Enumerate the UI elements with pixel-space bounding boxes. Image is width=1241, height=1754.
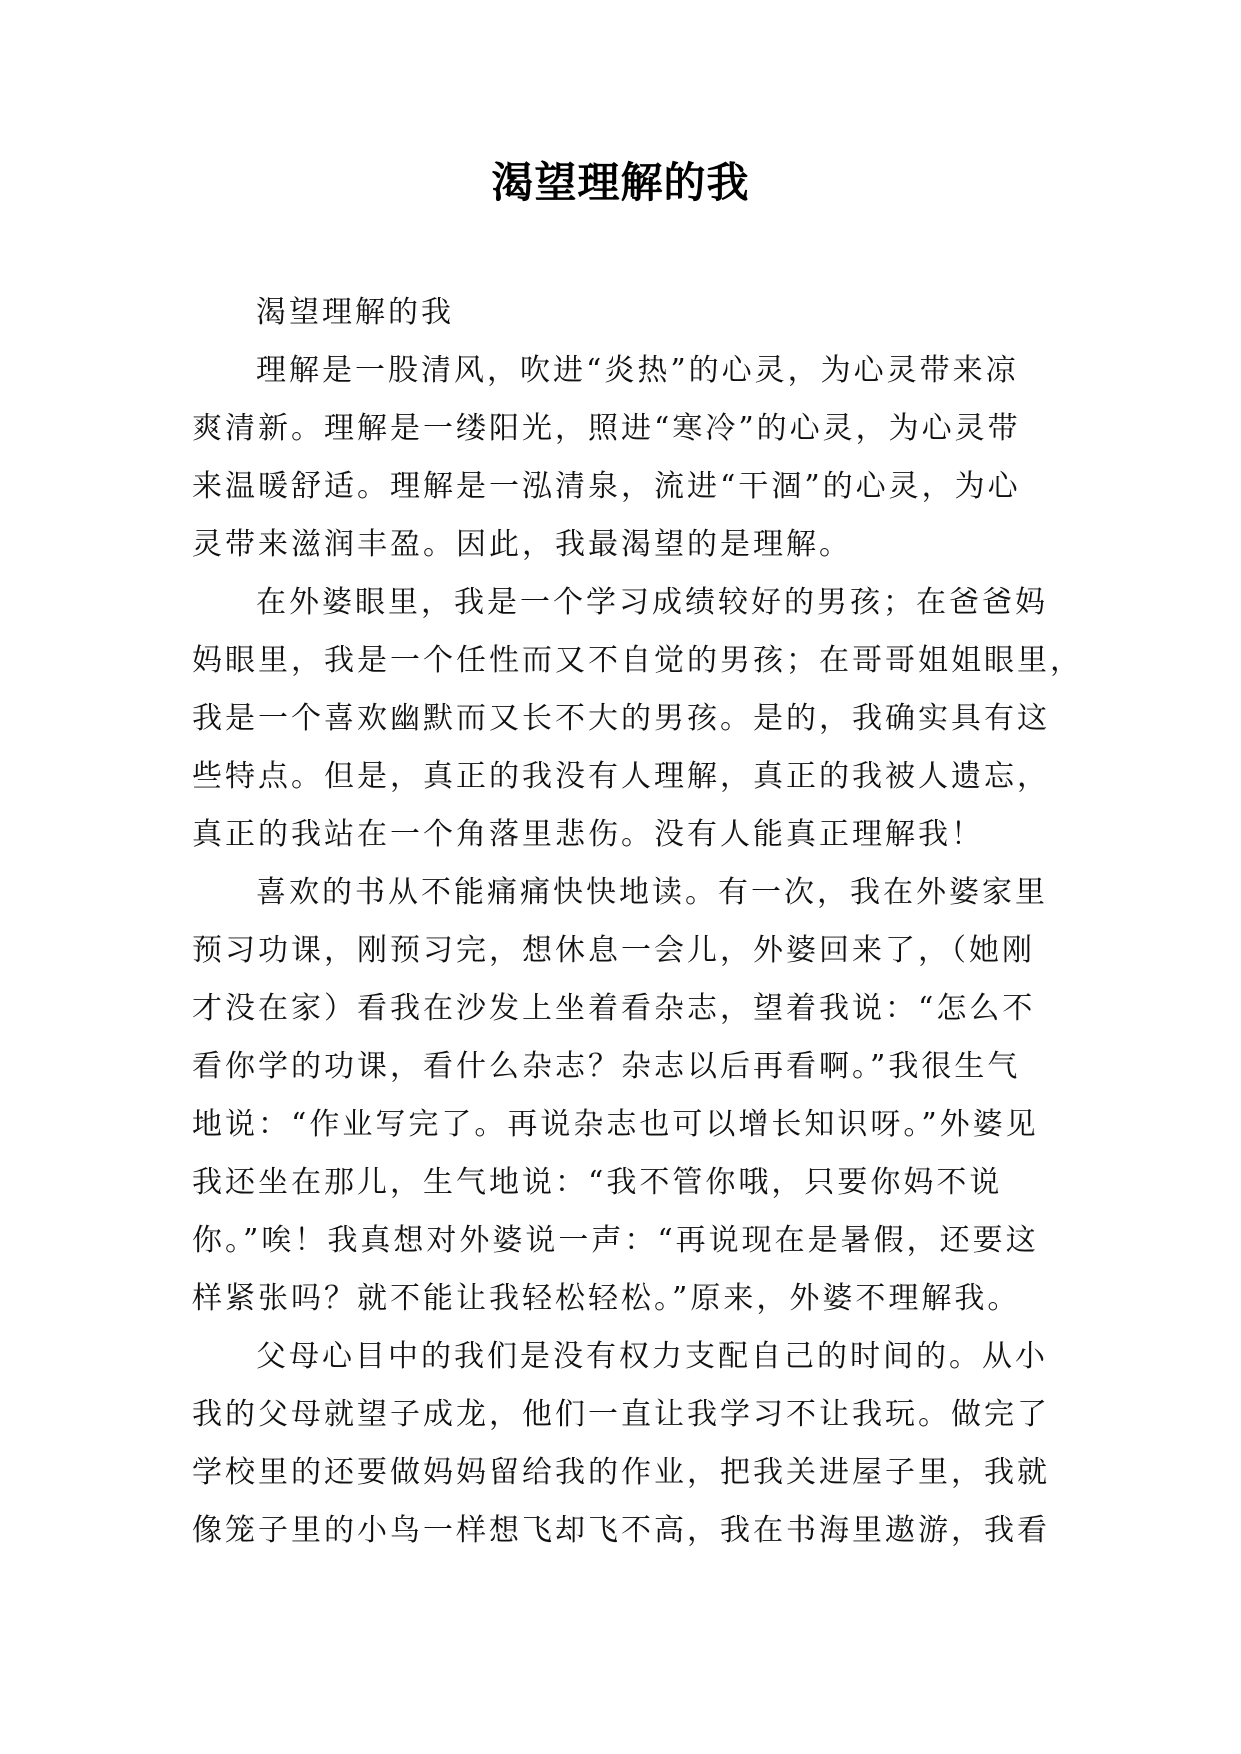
paragraph-2-line: 妈眼里，我是一个任性而又不自觉的男孩；在哥哥姐姐眼里， — [192, 643, 1083, 678]
paragraph-2-line: 在外婆眼里，我是一个学习成绩较好的男孩；在爸爸妈 — [256, 585, 1048, 620]
document-title: 渴望理解的我 — [491, 158, 750, 207]
paragraph-3-line: 样紧张吗？就不能让我轻松轻松。”原来，外婆不理解我。 — [192, 1281, 1021, 1316]
paragraph-3-line: 你。”唉！我真想对外婆说一声：“再说现在是暑假，还要这 — [192, 1223, 1039, 1258]
paragraph-4-line: 我的父母就望子成龙，他们一直让我学习不让我玩。做完了 — [192, 1397, 1050, 1432]
paragraph-2-line: 我是一个喜欢幽默而又长不大的男孩。是的，我确实具有这 — [192, 701, 1050, 736]
paragraph-3-line: 看你学的功课，看什么杂志？杂志以后再看啊。”我很生气 — [192, 1049, 1021, 1084]
paragraph-3-line: 预习功课，刚预习完，想休息一会儿，外婆回来了，（她刚 — [192, 933, 1035, 968]
paragraph-4-line: 像笼子里的小鸟一样想飞却飞不高，我在书海里遨游，我看 — [192, 1513, 1050, 1548]
paragraph-4-line: 学校里的还要做妈妈留给我的作业，把我关进屋子里，我就 — [192, 1455, 1050, 1490]
paragraph-3-line: 我还坐在那儿，生气地说：“我不管你哦，只要你妈不说 — [192, 1165, 1003, 1200]
paragraph-1-line: 灵带来滋润丰盈。因此，我最渴望的是理解。 — [192, 527, 852, 562]
paragraph-3-line: 地说：“作业写完了。再说杂志也可以增长知识呀。”外婆见 — [192, 1107, 1039, 1142]
document-body — [192, 284, 1083, 1560]
paragraph-2-line: 真正的我站在一个角落里悲伤。没有人能真正理解我！ — [192, 817, 984, 852]
paragraph-1-line: 理解是一股清风，吹进“炎热”的心灵，为心灵带来凉 — [256, 353, 1019, 388]
paragraph-3-line: 喜欢的书从不能痛痛快快地读。有一次，我在外婆家里 — [256, 875, 1048, 910]
paragraph-heading: 渴望理解的我 — [256, 295, 454, 330]
paragraph-1-line: 爽清新。理解是一缕阳光，照进“寒冷”的心灵，为心灵带 — [192, 411, 1021, 446]
paragraph-4-line: 父母心目中的我们是没有权力支配自己的时间的。从小 — [256, 1339, 1048, 1374]
paragraph-2-line: 些特点。但是，真正的我没有人理解，真正的我被人遗忘， — [192, 759, 1050, 794]
paragraph-1-line: 来温暖舒适。理解是一泓清泉，流进“干涸”的心灵，为心 — [192, 469, 1021, 504]
paragraph-3-line: 才没在家）看我在沙发上坐着看杂志，望着我说：“怎么不 — [192, 991, 1036, 1026]
